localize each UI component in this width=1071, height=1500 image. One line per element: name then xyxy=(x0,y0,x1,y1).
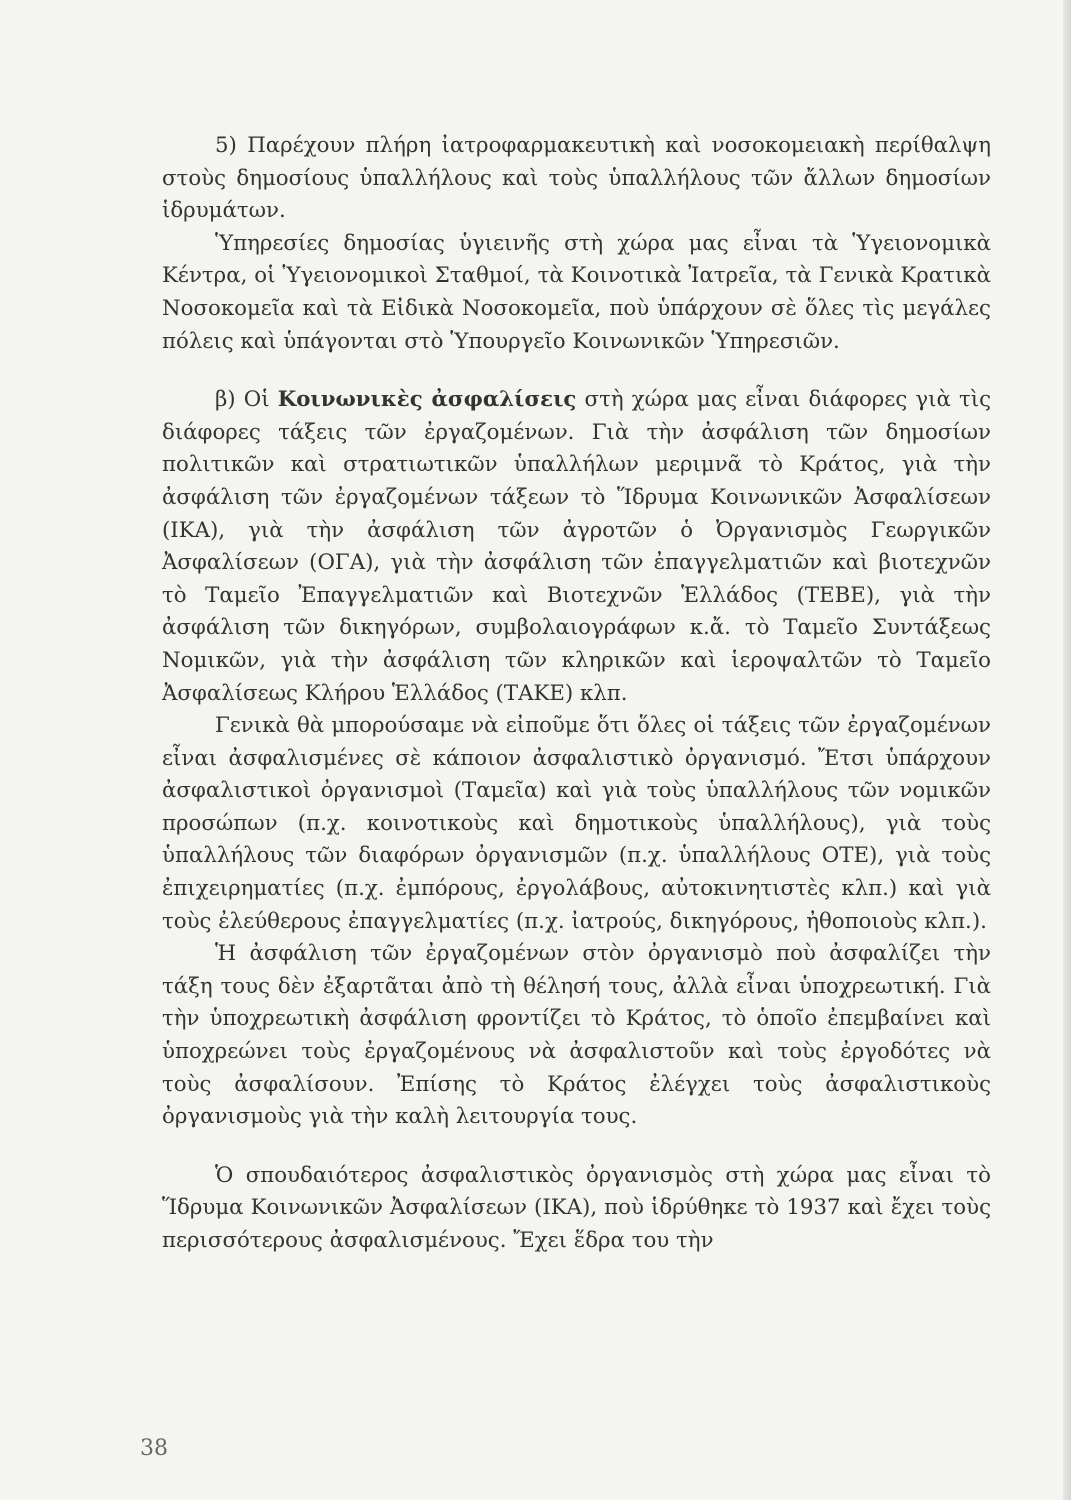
paragraph-compulsory-insurance: Ἡ ἀσφάλιση τῶν ἐργαζομένων στὸν ὀργανισμὸ ποὺ ἀσφαλίζει τὴν τάξη τους δὲν ἐξαρτᾶται ἀπὸ τὴ θέλησή τους, ἀλλὰ εἶναι ὑποχρεωτική. Γιὰ τὴν ὑποχρεωτικὴ ἀσφάλιση φροντίζει τὸ Κράτος, τὸ ὁποῖο ἐπεμβαίνει καὶ ὑποχρεώνει τοὺς ἐργαζομένους νὰ ἀσφαλιστοῦν καὶ τοὺς ἐργοδότες νὰ τοὺς ἀσφαλίσουν. Ἐπίσης τὸ Κράτος ἐλέγχει τοὺς ἀσφαλιστικοὺς ὀργανισμοὺς γιὰ τὴν καλὴ λειτουργία τους. xyxy=(162,941,991,1130)
page-number: 38 xyxy=(140,1436,168,1461)
paragraph-public-health-services: Ὑπηρεσίες δημοσίας ὑγιεινῆς στὴ χώρα μας εἶναι τὰ Ὑγειονομικὰ Κέντρα, οἱ Ὑγειονομικοὶ Σταθμοί, τὰ Κοινοτικὰ Ἰατρεῖα, τὰ Γενικὰ Κρατικὰ Νοσοκομεῖα καὶ τὰ Εἰδικὰ Νοσοκομεῖα, ποὺ ὑπάρχουν σὲ ὅλες τὶς μεγάλες πόλεις καὶ ὑπάγονται στὸ Ὑπουργεῖο Κοινωνικῶν Ὑπηρεσιῶν. xyxy=(162,230,991,354)
paragraph-item-5: 5) Παρέχουν πλήρη ἰατροφαρμακευτικὴ καὶ νοσοκομειακὴ περίθαλψη στοὺς δημοσίους ὑπαλλήλους καὶ τοὺς ὑπαλλήλους τῶν ἄλλων δημοσίων ἱδρυμάτων. xyxy=(162,133,991,224)
page-edge-shadow xyxy=(1063,0,1071,1500)
paragraph-all-workers-insured: Γενικὰ θὰ μπορούσαμε νὰ εἰποῦμε ὅτι ὅλες οἱ τάξεις τῶν ἐργαζομένων εἶναι ἀσφαλισμένες σὲ κάποιον ἀσφαλιστικὸ ὀργανισμό. Ἔτσι ὑπάρχουν ἀσφαλιστικοὶ ὀργανισμοὶ (Ταμεῖα) καὶ γιὰ τοὺς ὑπαλλήλους τῶν νομικῶν προσώπων (π.χ. κοινοτικοὺς καὶ δημοτικοὺς ὑπαλλήλους), γιὰ τοὺς ὑπαλλήλους τῶν διαφόρων ὀργανισμῶν (π.χ. ὑπαλλήλους ΟΤΕ), γιὰ τοὺς ἐπιχειρηματίες (π.χ. ἐμπόρους, ἐργολάβους, αὐτοκινητιστὲς κλπ.) καὶ γιὰ τοὺς ἐλεύθερους ἐπαγγελματίες (π.χ. ἰατρούς, δικηγόρους, ἠθοποιοὺς κλπ.). xyxy=(162,713,991,934)
paragraph-social-insurance xyxy=(162,384,991,710)
paragraph-ika: Ὁ σπουδαιότερος ἀσφαλιστικὸς ὀργανισμὸς στὴ χώρα μας εἶναι τὸ Ἵδρυμα Κοινωνικῶν Ἀσφαλίσεων (ΙΚΑ), ποὺ ἱδρύθηκε τὸ 1937 καὶ ἔχει τοὺς περισσότερους ἀσφαλισμένους. Ἔχει ἕδρα του τὴν xyxy=(162,1162,991,1253)
paragraph-body: στὴ χώρα μας εἶναι διάφορες γιὰ τὶς διάφορες τάξεις τῶν ἐργαζομένων. Γιὰ τὴν ἀσφάλιση τῶν δημοσίων πολιτικῶν καὶ στρατιωτικῶν ὑπαλλήλων μεριμνᾶ τὸ Κράτος, γιὰ τὴν ἀσφάλιση τῶν ἐργαζομένων τάξεων τὸ Ἵδρυμα Κοινωνικῶν Ἀσφαλίσεων (ΙΚΑ), γιὰ τὴν ἀσφάλιση τῶν ἀγροτῶν ὁ Ὀργανισμὸς Γεωργικῶν Ἀσφαλίσεων (ΟΓΑ), γιὰ τὴν ἀσφάλιση τῶν ἐπαγγελματιῶν καὶ βιοτεχνῶν τὸ Ταμεῖο Ἐπαγγελματιῶν καὶ Βιοτεχνῶν Ἑλλάδος (ΤΕΒΕ), γιὰ τὴν ἀσφάλιση τῶν δικηγόρων, συμβολαιογράφων κ.ἄ. τὸ Ταμεῖο Συντάξεως Νομικῶν, γιὰ τὴν ἀσφάλιση τῶν κληρικῶν καὶ ἱεροψαλτῶν τὸ Ταμεῖο Ἀσφαλίσεως Κλήρου Ἑλλάδος (ΤΑΚΕ) κλπ. xyxy=(162,387,992,706)
bold-term-social-insurance: Κοινωνικὲς ἀσφαλίσεις xyxy=(277,387,577,413)
body-text xyxy=(162,130,991,1258)
paragraph-label: β) Οἱ xyxy=(215,387,278,413)
